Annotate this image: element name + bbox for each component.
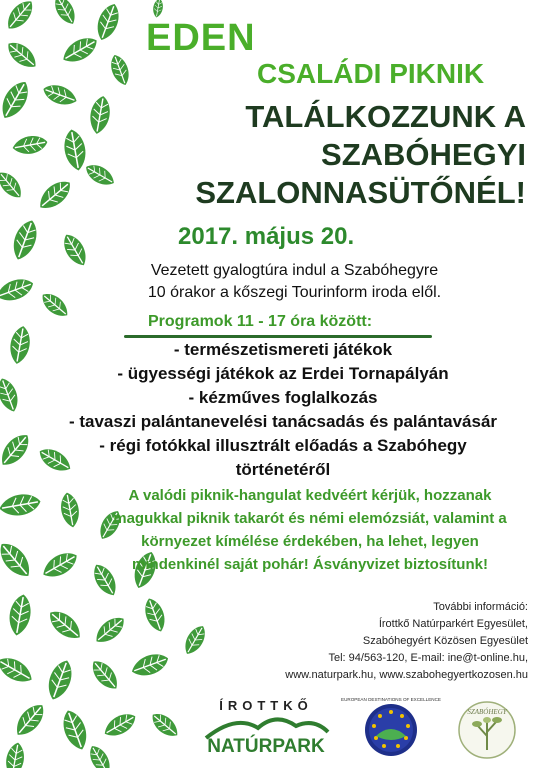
brand-title: EDEN <box>146 17 256 59</box>
headline-line: SZABÓHEGYI <box>321 137 526 172</box>
intro-text <box>92 260 497 304</box>
note-line: A valódi piknik-hangulat kedvéért kérjük, hozzanak <box>128 487 492 504</box>
note-line: magukkal piknik takarót és némi elemózsiát, valamint a <box>113 510 507 527</box>
szabohegy-logo-text: SZABÓHEGY <box>467 708 507 716</box>
contact-line: Szabóhegyért Közösen Egyesület <box>362 635 528 647</box>
naturpark-logo <box>196 692 336 762</box>
eden-logo <box>341 692 441 762</box>
program-item: - természetismereti játékok <box>173 340 393 359</box>
program-title: Programok 11 - 17 óra között: <box>148 313 373 330</box>
contact-line: www.naturpark.hu, www.szabohegyertkozosen.hu <box>285 669 528 681</box>
szabohegy-logo <box>452 692 522 762</box>
picnic-note <box>90 484 530 576</box>
program-item: történetéről <box>235 460 331 479</box>
event-date: 2017. május 20. <box>178 223 355 250</box>
naturpark-bottom-text: NATÚRPARK <box>207 736 325 757</box>
naturpark-top-text: ÍROTTKŐ <box>219 698 313 713</box>
note-line: mindenkinél saját pohár! Ásványvizet biztosítunk! <box>132 556 488 573</box>
contact-line: Írottkő Natúrparkért Egyesület, <box>378 618 528 630</box>
program-item: - kézműves foglalkozás <box>188 388 378 407</box>
program-item: - ügyességi játékok az Erdei Tornapályán <box>117 364 449 383</box>
contact-info <box>228 599 528 684</box>
intro-line: Vezetett gyalogtúra indul a Szabóhegyre <box>150 262 439 279</box>
note-line: környezet kímélése érdekében, ha lehet, legyen <box>141 533 479 550</box>
program-list <box>38 338 528 482</box>
program-item: - tavaszi palántanevelési tanácsadás és palántavásár <box>68 412 498 431</box>
headline-line: SZALONNASÜTŐNÉL! <box>195 175 526 210</box>
headline-line: TALÁLKOZZUNK A <box>245 99 526 134</box>
contact-line: További információ: <box>433 601 528 613</box>
contact-line: Tel: 94/563-120, E-mail: ine@t-online.hu, <box>328 652 528 664</box>
headline <box>166 98 526 212</box>
event-subtitle: CSALÁDI PIKNIK <box>257 58 485 89</box>
eden-logo-text: EUROPEAN DESTINATIONS OF EXCELLENCE <box>341 697 441 702</box>
program-item: - régi fotókkal illusztrált előadás a Szabóhegy <box>99 436 467 455</box>
intro-line: 10 órakor a kőszegi Tourinform iroda elől. <box>147 284 442 301</box>
